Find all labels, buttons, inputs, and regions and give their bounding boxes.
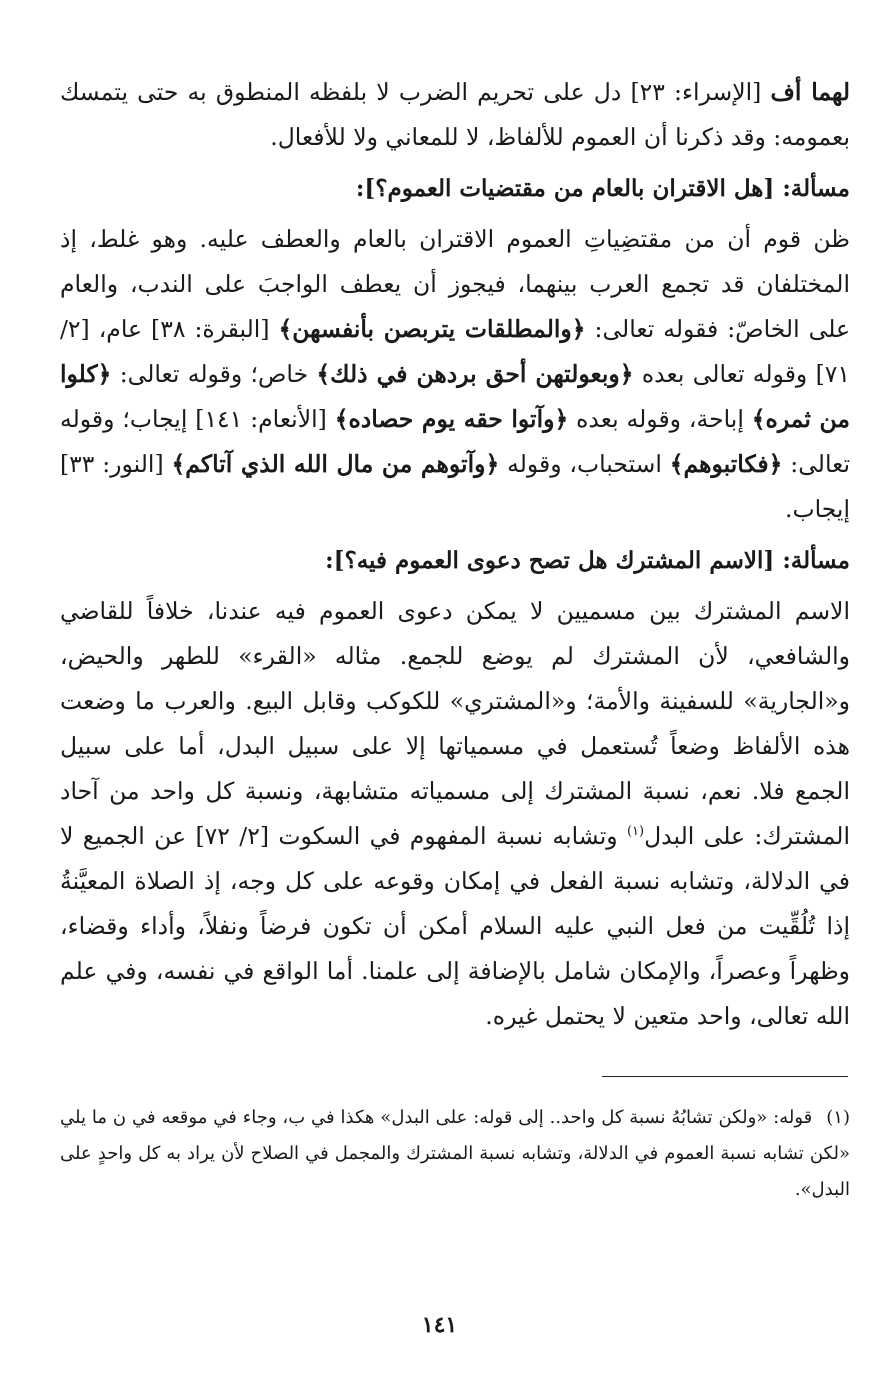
quran-quote: لهما أف <box>770 78 850 106</box>
paragraph-1 <box>60 70 850 160</box>
text-run: [البقرة: ٣٨] عام، [٢/ ٧١] وقوله تعالى بعده <box>60 315 851 388</box>
page-number: ١٤١ <box>421 1312 458 1338</box>
text-run: إباحة، وقوله بعده <box>568 405 752 433</box>
text-run: [النور: ٣٣] إيجاب. <box>60 450 850 523</box>
main-text <box>60 70 850 1039</box>
footnote-separator <box>602 1076 848 1077</box>
text-run: وتشابه نسبة المفهوم في السكوت [٢/ ٧٢] عن الجميع لا في الدلالة، وتشابه نسبة الفعل في إمكان وقوعه على كل وجه، إذ الصلاة المعيَّنةُ إذا تُلُقِّيت من فعل النبي عليه السلام أمكن أن تكون فرضاً ونفلاً، وأداء وقضاء، وظهراً وعصراً، والإمكان شامل بالإضافة إلى علمنا. أما الواقع في نفسه، وفي علم الله تعالى، واحد متعين لا يحتمل غيره. <box>60 822 850 1030</box>
footnote-marker: (١) <box>626 824 645 840</box>
text-run: استحباب، وقوله <box>499 450 670 478</box>
quran-quote: ﴿وبعولتهن أحق بردهن في ذلك﴾ <box>316 360 634 388</box>
footnote <box>60 1100 850 1208</box>
text-run: ظن قوم أن من مقتضِياتِ العموم الاقتران بالعام والعطف عليه. وهو غلط، إذ المختلفان قد تجمع العرب بينهما، فيجوز أن يعطف الواجبَ على الندب، والعام على الخاصّ: فقوله تعالى: <box>60 225 851 343</box>
quran-quote: ﴿وآتوا حقه يوم حصاده﴾ <box>334 405 569 433</box>
footnote-number: (١) <box>826 1107 850 1128</box>
quran-quote: ﴿فكاتبوهم﴾ <box>669 450 783 478</box>
quran-quote: ﴿كلوا من ثمره﴾ <box>60 360 851 433</box>
footnote-text: قوله: «ولكن تشابُهُ نسبة كل واحد.. إلى قوله: على البدل» هكذا في ب، وجاء في موقعه في ن ما يلي «لكن تشابه نسبة العموم في الدلالة، وتشابه نسبة المشترك والمجمل في الصلاح لأن يراد به كل واحدٍ على البدل». <box>60 1107 850 1200</box>
heading-label: مسألة: <box>782 175 850 202</box>
paragraph-2 <box>60 217 850 532</box>
heading-title: [الاسم المشترك هل تصح دعوى العموم فيه؟]: <box>325 547 775 574</box>
section-heading-2 <box>60 538 850 583</box>
quran-quote: ﴿والمطلقات يتربصن بأنفسهن﴾ <box>278 315 586 343</box>
text-run: [الإسراء: ٢٣] دل على تحريم الضرب لا بلفظه المنطوق به حتى يتمسك بعمومه: وقد ذكرنا أن العموم للألفاظ، لا للمعاني ولا للأفعال. <box>60 78 850 151</box>
text-run: الاسم المشترك بين مسميين لا يمكن دعوى العموم فيه عندنا، خلافاً للقاضي والشافعي، لأن المشترك لم يوضع للجمع. مثاله «القرء» للطهر والحيض، و«الجارية» للسفينة والأمة؛ و«المشتري» للكوكب وقابل البيع. والعرب ما وضعت هذه الألفاظ وضعاً تُستعمل في مسمياتها إلا على سبيل البدل، أما على سبيل الجمع فلا. نعم، نسبة المشترك إلى مسمياته متشابهة، ونسبة كل واحد من آحاد المشترك: على البدل <box>60 597 850 850</box>
quran-quote: ﴿وآتوهم من مال الله الذي آتاكم﴾ <box>171 450 500 478</box>
heading-title: [هل الاقتران بالعام من مقتضيات العموم؟]: <box>355 175 775 202</box>
heading-label: مسألة: <box>782 547 850 574</box>
section-heading-1 <box>60 166 850 211</box>
paragraph-3 <box>60 589 850 1039</box>
text-run: [الأنعام: ١٤١] إيجاب؛ وقوله تعالى: <box>60 405 850 478</box>
text-run: خاص؛ وقوله تعالى: <box>111 360 317 388</box>
